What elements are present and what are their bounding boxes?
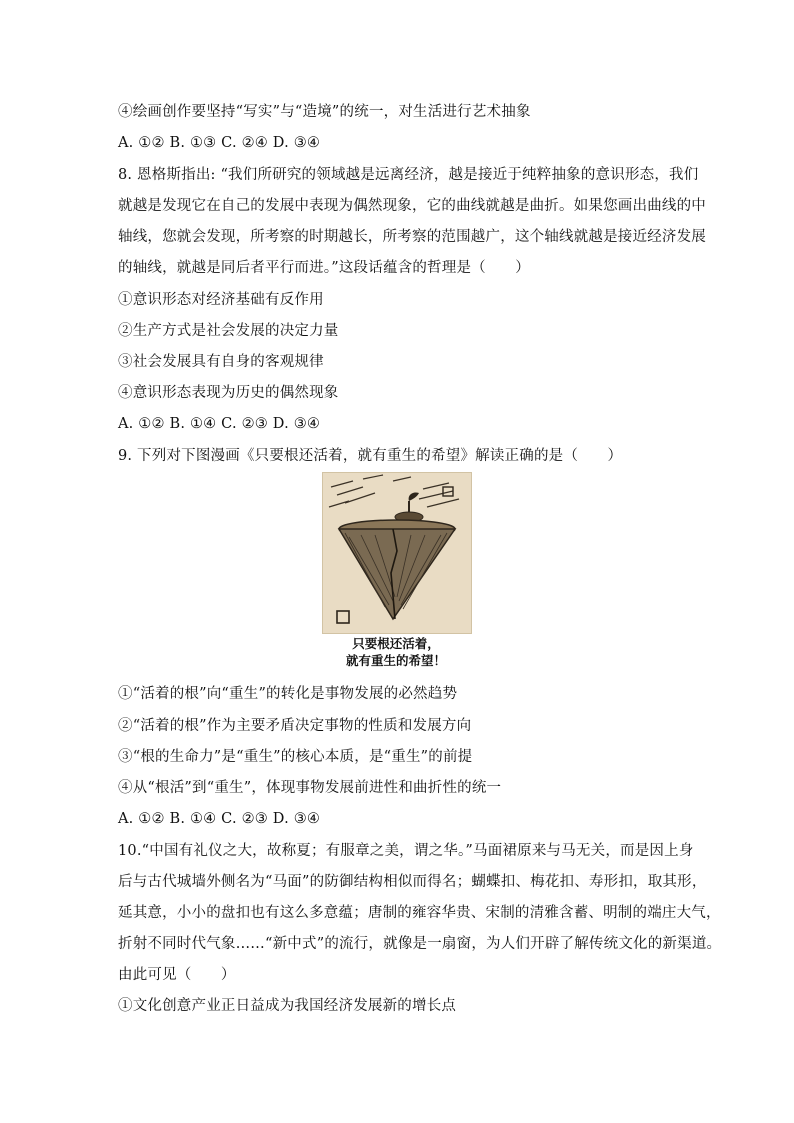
q8-stem-line-4: 的轴线，就越是同后者平行而进。”这段话蕴含的哲理是（ ） — [118, 260, 530, 276]
q8-option-2: ②生产方式是社会发展的决定力量 — [118, 323, 339, 339]
seal-mark-bottom — [337, 611, 349, 623]
q10-stem-line-3: 延其意，小小的盘扣也有这么多意蕴；唐制的雍容华贵、宋制的清雅含蓄、明制的端庄大气， — [118, 905, 721, 921]
q7-option-4: ④绘画创作要坚持“写实”与“造境”的统一，对生活进行艺术抽象 — [118, 104, 531, 120]
root-cone — [339, 529, 455, 619]
sprout-leaf — [409, 492, 419, 501]
q8-option-3: ③社会发展具有自身的客观规律 — [118, 354, 324, 370]
q10-option-1: ①文化创意产业正日益成为我国经济发展新的增长点 — [118, 998, 457, 1014]
q8-stem-line-3: 轴线，您就会发现，所考察的时期越长，所考察的范围越广，这个轴线就越是接近经济发展 — [118, 229, 706, 245]
q9-option-2: ②“活着的根”作为主要矛盾决定事物的性质和发展方向 — [118, 718, 472, 734]
wind-strokes — [329, 475, 459, 507]
cartoon-caption-line-2: 就有重生的希望！ — [345, 653, 446, 668]
q10-stem-line-4: 折射不同时代气象……“新中式”的流行，就像是一扇窗，为人们开辟了解传统文化的新渠道。 — [118, 936, 722, 952]
q8-option-4: ④意识形态表现为历史的偶然现象 — [118, 385, 339, 401]
q9-option-3: ③“根的生命力”是“重生”的核心本质，是“重生”的前提 — [118, 749, 473, 765]
q9-option-1: ①“活着的根”向“重生”的转化是事物发展的必然趋势 — [118, 686, 458, 702]
q9-stem: 9. 下列对下图漫画《只要根还活着，就有重生的希望》解读正确的是（ ） — [118, 448, 623, 464]
q8-answer-choices: A. ①② B. ①④ C. ②③ D. ③④ — [118, 416, 321, 432]
q8-stem-line-1: 8. 恩格斯指出: “我们所研究的领域越是远离经济，越是接近于纯粹抽象的意识形态，我们 — [118, 167, 699, 183]
q10-stem-line-1: 10.“中国有礼仪之大，故称夏；有服章之美，谓之华。”马面裙原来与马无关，而是因上身 — [118, 843, 694, 859]
q9-answer-choices: A. ①② B. ①④ C. ②③ D. ③④ — [118, 811, 321, 827]
q10-stem-line-5: 由此可见（ ） — [118, 967, 236, 983]
cartoon-drawing — [323, 473, 471, 633]
q9-option-4: ④从“根活”到“重生”，体现事物发展前进性和曲折性的统一 — [118, 780, 502, 796]
q8-stem-line-2: 就越是发现它在自己的发展中表现为偶然现象，它的曲线就越是曲折。如果您画出曲线的中 — [118, 198, 706, 214]
cartoon-image — [322, 472, 472, 634]
q8-option-1: ①意识形态对经济基础有反作用 — [118, 292, 324, 308]
q10-stem-line-2: 后与古代城墙外侧名为“马面”的防御结构相似而得名；蝴蝶扣、梅花扣、寿形扣，取其形， — [118, 874, 707, 890]
cartoon-caption-line-1: 只要根还活着， — [352, 636, 440, 651]
q7-answer-choices: A. ①② B. ①③ C. ②④ D. ③④ — [118, 135, 321, 151]
